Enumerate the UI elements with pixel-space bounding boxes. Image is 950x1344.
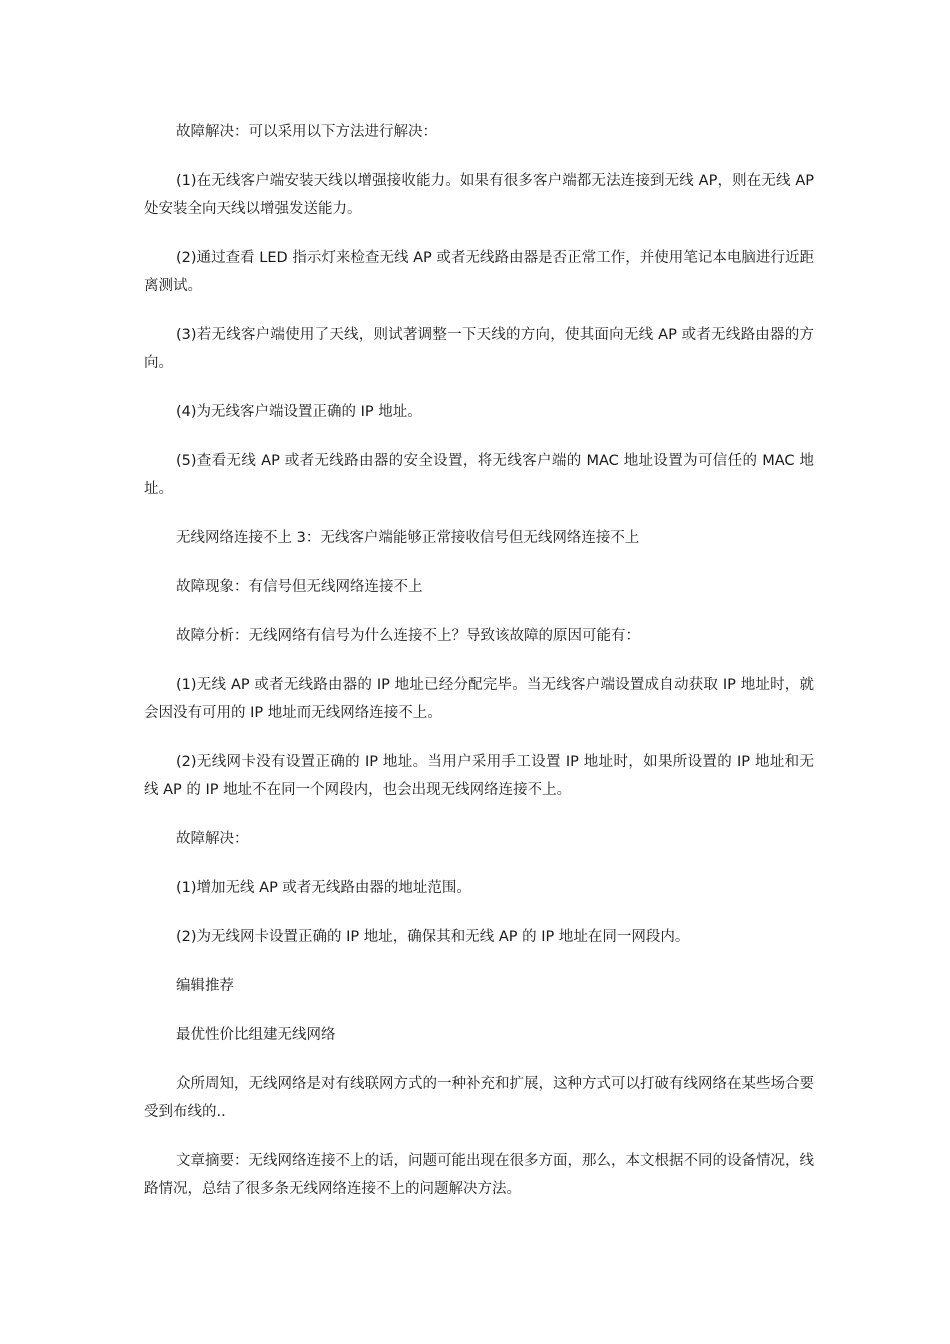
paragraph-solution-5: (5)查看无线 AP 或者无线路由器的安全设置，将无线客户端的 MAC 地址设置为可信任的 MAC 地址。 (144, 453, 814, 497)
document-body (144, 118, 814, 1224)
paragraph-article-summary: 文章摘要：无线网络连接不上的话，问题可能出现在很多方面，那么，本文根据不同的设备情况，线路情况，总结了很多条无线网络连接不上的问题解决方法。 (144, 1153, 814, 1197)
paragraph-fix-2: (2)为无线网卡设置正确的 IP 地址，确保其和无线 AP 的 IP 地址在同一网段内。 (176, 929, 690, 945)
paragraph-recommended-excerpt: 众所周知，无线网络是对有线联网方式的一种补充和扩展，这种方式可以打破有线网络在某些场合要受到布线的.. (144, 1076, 814, 1120)
paragraph-analysis-2: (2)无线网卡没有设置正确的 IP 地址。当用户采用手工设置 IP 地址时，如果所设置的 IP 地址和无线 AP 的 IP 地址不在同一个网段内，也会出现无线网络连接不上。 (144, 754, 814, 798)
paragraph-fix-1: (1)增加无线 AP 或者无线路由器的地址范围。 (176, 880, 471, 896)
paragraph-editor-picks: 编辑推荐 (176, 978, 234, 994)
paragraph-section-3-title: 无线网络连接不上 3：无线客户端能够正常接收信号但无线网络连接不上 (176, 530, 640, 546)
paragraph-solution-3: (3)若无线客户端使用了天线，则试著调整一下天线的方向，使其面向无线 AP 或者无线路由器的方向。 (144, 327, 814, 371)
paragraph-analysis: 故障分析：无线网络有信号为什么连接不上？导致该故障的原因可能有： (176, 628, 640, 644)
paragraph-solution-2: (2)通过查看 LED 指示灯来检查无线 AP 或者无线路由器是否正常工作，并使用笔记本电脑进行近距离测试。 (144, 250, 814, 294)
paragraph-solution-4: (4)为无线客户端设置正确的 IP 地址。 (176, 404, 422, 420)
paragraph-symptom: 故障现象：有信号但无线网络连接不上 (176, 579, 423, 595)
paragraph-recommended-title: 最优性价比组建无线网络 (176, 1027, 336, 1043)
paragraph-solution-1: (1)在无线客户端安装天线以增强接收能力。如果有很多客户端都无法连接到无线 AP，则在无线 AP 处安装全向天线以增强发送能力。 (144, 173, 814, 217)
paragraph-solution-heading: 故障解决：可以采用以下方法进行解决： (176, 124, 437, 140)
paragraph-analysis-1: (1)无线 AP 或者无线路由器的 IP 地址已经分配完毕。当无线客户端设置成自动获取 IP 地址时，就会因没有可用的 IP 地址而无线网络连接不上。 (144, 677, 814, 721)
paragraph-solution-heading-2: 故障解决： (176, 831, 249, 847)
